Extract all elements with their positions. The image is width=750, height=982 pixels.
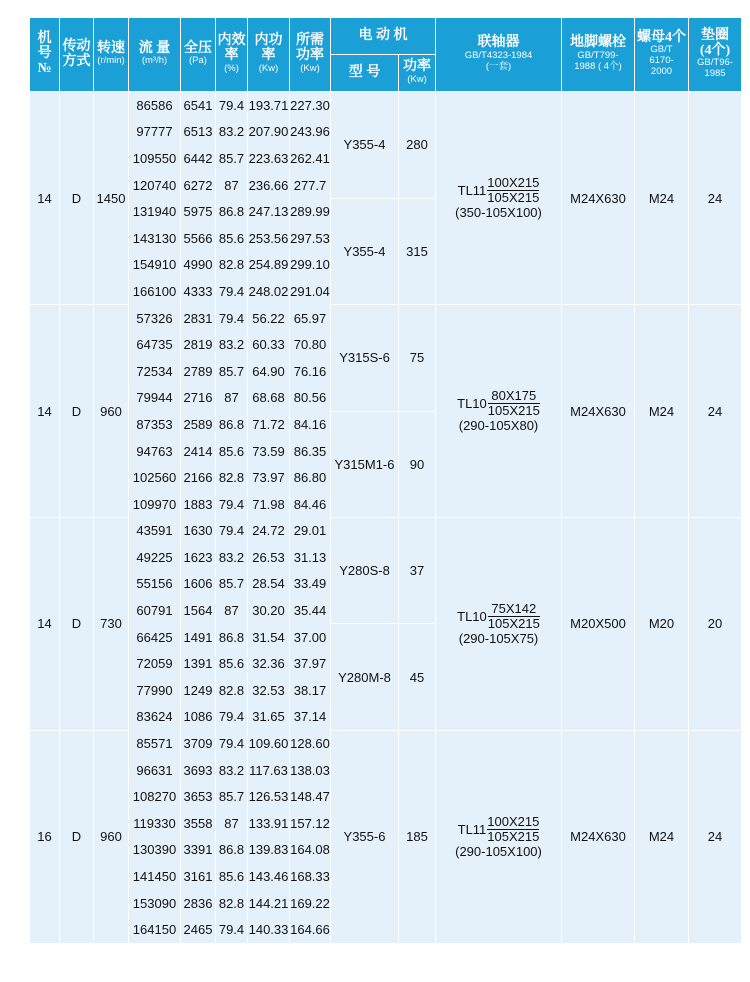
- pressure-cell: 1391: [181, 650, 216, 677]
- flow-cell: 64735: [129, 331, 181, 358]
- pressure-cell: 2716: [181, 385, 216, 412]
- flow-cell: 108270: [129, 783, 181, 810]
- washer-cell: 24: [689, 92, 742, 305]
- fan-number-cell: 14: [30, 92, 60, 305]
- required-power-cell: 86.80: [290, 464, 331, 491]
- col-header-efficiency: 内效率 (%): [216, 18, 248, 92]
- required-power-cell: 243.96: [290, 119, 331, 146]
- fan-spec-table-body: [30, 92, 742, 944]
- internal-power-cell: 236.66: [248, 172, 290, 199]
- required-power-cell: 299.10: [290, 252, 331, 279]
- drive-type-cell: D: [60, 730, 94, 943]
- internal-power-cell: 143.46: [248, 863, 290, 890]
- required-power-cell: 297.53: [290, 225, 331, 252]
- flow-cell: 166100: [129, 278, 181, 305]
- coupling-cell: [436, 518, 562, 731]
- flow-cell: 143130: [129, 225, 181, 252]
- pressure-cell: 1623: [181, 544, 216, 571]
- internal-power-cell: 193.71: [248, 92, 290, 119]
- internal-power-cell: 73.97: [248, 464, 290, 491]
- flow-cell: 119330: [129, 810, 181, 837]
- nut-cell: M20: [635, 518, 689, 731]
- speed-cell: 730: [94, 518, 129, 731]
- speed-cell: 960: [94, 305, 129, 518]
- flow-cell: 153090: [129, 890, 181, 917]
- flow-cell: 66425: [129, 624, 181, 651]
- motor-power-cell: 37: [399, 518, 436, 624]
- efficiency-cell: 85.6: [216, 863, 248, 890]
- pressure-cell: 2465: [181, 916, 216, 943]
- anchor-bolt-cell: M24X630: [562, 730, 635, 943]
- coupling-spec: [436, 815, 561, 859]
- required-power-cell: 38.17: [290, 677, 331, 704]
- efficiency-cell: 79.4: [216, 730, 248, 757]
- anchor-bolt-cell: M20X500: [562, 518, 635, 731]
- coupling-cell: [436, 305, 562, 518]
- internal-power-cell: 223.63: [248, 145, 290, 172]
- internal-power-cell: 139.83: [248, 837, 290, 864]
- table-row: [30, 730, 742, 757]
- fan-number-cell: 16: [30, 730, 60, 943]
- flow-cell: 96631: [129, 757, 181, 784]
- internal-power-cell: 140.33: [248, 916, 290, 943]
- coupling-numerator: 75X142: [488, 602, 540, 617]
- nut-cell: M24: [635, 92, 689, 305]
- fan-number-cell: 14: [30, 305, 60, 518]
- pressure-cell: 1630: [181, 518, 216, 545]
- efficiency-cell: 86.8: [216, 198, 248, 225]
- col-header-washer: 垫圈 (4个) GB/T96- 1985: [689, 18, 742, 92]
- drive-type-cell: D: [60, 305, 94, 518]
- required-power-cell: 164.08: [290, 837, 331, 864]
- col-header-pressure: 全压 (Pa): [181, 18, 216, 92]
- required-power-cell: 289.99: [290, 198, 331, 225]
- coupling-cell: [436, 730, 562, 943]
- coupling-spec: [436, 602, 561, 646]
- pressure-cell: 2819: [181, 331, 216, 358]
- pressure-cell: 6541: [181, 92, 216, 119]
- flow-cell: 164150: [129, 916, 181, 943]
- flow-cell: 109550: [129, 145, 181, 172]
- required-power-cell: 157.12: [290, 810, 331, 837]
- internal-power-cell: 254.89: [248, 252, 290, 279]
- coupling-note: (290-105X80): [458, 418, 539, 434]
- flow-cell: 94763: [129, 438, 181, 465]
- efficiency-cell: 85.7: [216, 145, 248, 172]
- efficiency-cell: 86.8: [216, 624, 248, 651]
- coupling-numerator: 80X175: [488, 389, 540, 404]
- pressure-cell: 2166: [181, 464, 216, 491]
- speed-cell: 1450: [94, 92, 129, 305]
- efficiency-cell: 87: [216, 810, 248, 837]
- internal-power-cell: 71.72: [248, 411, 290, 438]
- flow-cell: 97777: [129, 119, 181, 146]
- pressure-cell: 1086: [181, 704, 216, 731]
- drive-type-cell: D: [60, 518, 94, 731]
- pressure-cell: 4990: [181, 252, 216, 279]
- flow-cell: 79944: [129, 385, 181, 412]
- coupling-fraction-stack: [488, 389, 540, 418]
- flow-cell: 102560: [129, 464, 181, 491]
- coupling-prefix: TL11: [457, 821, 487, 837]
- coupling-fraction-stack: [487, 176, 539, 205]
- internal-power-cell: 253.56: [248, 225, 290, 252]
- efficiency-cell: 79.4: [216, 278, 248, 305]
- required-power-cell: 128.60: [290, 730, 331, 757]
- required-power-cell: 65.97: [290, 305, 331, 332]
- speed-cell: 960: [94, 730, 129, 943]
- flow-cell: 87353: [129, 411, 181, 438]
- efficiency-cell: 87: [216, 597, 248, 624]
- coupling-numerator: 100X215: [487, 813, 540, 829]
- required-power-cell: 168.33: [290, 863, 331, 890]
- efficiency-cell: 83.2: [216, 331, 248, 358]
- pressure-cell: 3709: [181, 730, 216, 757]
- efficiency-cell: 86.8: [216, 837, 248, 864]
- efficiency-cell: 85.7: [216, 571, 248, 598]
- required-power-cell: 80.56: [290, 385, 331, 412]
- internal-power-cell: 30.20: [248, 597, 290, 624]
- internal-power-cell: 133.91: [248, 810, 290, 837]
- efficiency-cell: 85.7: [216, 358, 248, 385]
- efficiency-cell: 82.8: [216, 677, 248, 704]
- coupling-spec: [436, 176, 561, 220]
- coupling-fraction: [458, 176, 540, 205]
- required-power-cell: 291.04: [290, 278, 331, 305]
- motor-power-cell: 75: [399, 305, 436, 411]
- coupling-denominator: 105X215: [487, 615, 540, 631]
- pressure-cell: 5566: [181, 225, 216, 252]
- col-header-nut: 螺母4个 GB/T 6170- 2000: [635, 18, 689, 92]
- efficiency-cell: 85.7: [216, 783, 248, 810]
- flow-cell: 72534: [129, 358, 181, 385]
- flow-cell: 55156: [129, 571, 181, 598]
- coupling-fraction: [457, 602, 540, 631]
- nut-cell: M24: [635, 305, 689, 518]
- motor-model-cell: Y280M-8: [331, 624, 399, 730]
- coupling-denominator: 105X215: [487, 403, 540, 419]
- pressure-cell: 6272: [181, 172, 216, 199]
- col-header-anchor-bolt: 地脚螺栓 GB/T799- 1988 ( 4个): [562, 18, 635, 92]
- pressure-cell: 6513: [181, 119, 216, 146]
- col-header-motor: 电 动 机: [331, 18, 436, 55]
- efficiency-cell: 79.4: [216, 916, 248, 943]
- pressure-cell: 3391: [181, 837, 216, 864]
- efficiency-cell: 87: [216, 385, 248, 412]
- motor-power-cell: 280: [399, 92, 436, 199]
- coupling-spec: [436, 389, 561, 433]
- required-power-cell: 76.16: [290, 358, 331, 385]
- internal-power-cell: 117.63: [248, 757, 290, 784]
- pressure-cell: 3161: [181, 863, 216, 890]
- coupling-denominator: 105X215: [487, 828, 540, 844]
- pressure-cell: 3558: [181, 810, 216, 837]
- flow-cell: 77990: [129, 677, 181, 704]
- fan-spec-table: [29, 17, 742, 944]
- required-power-cell: 169.22: [290, 890, 331, 917]
- internal-power-cell: 32.36: [248, 650, 290, 677]
- efficiency-cell: 82.8: [216, 890, 248, 917]
- fan-number-cell: 14: [30, 518, 60, 731]
- efficiency-cell: 85.6: [216, 225, 248, 252]
- pressure-cell: 1491: [181, 624, 216, 651]
- required-power-cell: 70.80: [290, 331, 331, 358]
- motor-power-cell: 315: [399, 198, 436, 304]
- coupling-numerator: 100X215: [487, 175, 540, 191]
- pressure-cell: 2836: [181, 890, 216, 917]
- required-power-cell: 31.13: [290, 544, 331, 571]
- required-power-cell: 277.7: [290, 172, 331, 199]
- flow-cell: 83624: [129, 704, 181, 731]
- efficiency-cell: 86.8: [216, 411, 248, 438]
- internal-power-cell: 24.72: [248, 518, 290, 545]
- efficiency-cell: 83.2: [216, 119, 248, 146]
- col-header-drive: 传动方式: [60, 18, 94, 92]
- pressure-cell: 1883: [181, 491, 216, 518]
- col-header-no: 机 号 №: [30, 18, 60, 92]
- internal-power-cell: 31.54: [248, 624, 290, 651]
- coupling-prefix: TL10: [457, 608, 487, 624]
- col-header-flow: 流 量 (m³/h): [129, 18, 181, 92]
- pressure-cell: 1606: [181, 571, 216, 598]
- internal-power-cell: 31.65: [248, 704, 290, 731]
- efficiency-cell: 79.4: [216, 518, 248, 545]
- internal-power-cell: 56.22: [248, 305, 290, 332]
- required-power-cell: 37.97: [290, 650, 331, 677]
- fan-spec-table-container: [29, 17, 741, 944]
- flow-cell: 86586: [129, 92, 181, 119]
- pressure-cell: 2831: [181, 305, 216, 332]
- flow-cell: 43591: [129, 518, 181, 545]
- efficiency-cell: 82.8: [216, 464, 248, 491]
- efficiency-cell: 79.4: [216, 305, 248, 332]
- coupling-note: (290-105X75): [458, 630, 539, 646]
- required-power-cell: 262.41: [290, 145, 331, 172]
- coupling-fraction: [458, 815, 540, 844]
- motor-model-cell: Y355-4: [331, 198, 399, 304]
- coupling-cell: [436, 92, 562, 305]
- motor-model-cell: Y355-6: [331, 730, 399, 943]
- nut-cell: M24: [635, 730, 689, 943]
- coupling-note: (350-105X100): [455, 205, 542, 221]
- washer-cell: 20: [689, 518, 742, 731]
- required-power-cell: 29.01: [290, 518, 331, 545]
- pressure-cell: 2414: [181, 438, 216, 465]
- table-row: [30, 518, 742, 545]
- efficiency-cell: 87: [216, 172, 248, 199]
- internal-power-cell: 60.33: [248, 331, 290, 358]
- internal-power-cell: 28.54: [248, 571, 290, 598]
- internal-power-cell: 32.53: [248, 677, 290, 704]
- internal-power-cell: 248.02: [248, 278, 290, 305]
- pressure-cell: 3653: [181, 783, 216, 810]
- required-power-cell: 148.47: [290, 783, 331, 810]
- internal-power-cell: 144.21: [248, 890, 290, 917]
- required-power-cell: 84.16: [290, 411, 331, 438]
- internal-power-cell: 207.90: [248, 119, 290, 146]
- pressure-cell: 2789: [181, 358, 216, 385]
- efficiency-cell: 82.8: [216, 252, 248, 279]
- flow-cell: 131940: [129, 198, 181, 225]
- pressure-cell: 6442: [181, 145, 216, 172]
- flow-cell: 60791: [129, 597, 181, 624]
- washer-cell: 24: [689, 730, 742, 943]
- motor-power-cell: 90: [399, 411, 436, 517]
- col-header-motor-power: 功率 (Kw): [399, 55, 436, 92]
- efficiency-cell: 85.6: [216, 650, 248, 677]
- efficiency-cell: 85.6: [216, 438, 248, 465]
- pressure-cell: 1249: [181, 677, 216, 704]
- internal-power-cell: 68.68: [248, 385, 290, 412]
- coupling-prefix: TL11: [457, 183, 487, 199]
- flow-cell: 141450: [129, 863, 181, 890]
- efficiency-cell: 83.2: [216, 544, 248, 571]
- pressure-cell: 3693: [181, 757, 216, 784]
- motor-model-cell: Y315S-6: [331, 305, 399, 411]
- flow-cell: 85571: [129, 730, 181, 757]
- internal-power-cell: 71.98: [248, 491, 290, 518]
- drive-type-cell: D: [60, 92, 94, 305]
- required-power-cell: 138.03: [290, 757, 331, 784]
- col-header-speed: 转速 (r/min): [94, 18, 129, 92]
- coupling-fraction: [457, 389, 540, 418]
- motor-power-cell: 45: [399, 624, 436, 730]
- anchor-bolt-cell: M24X630: [562, 305, 635, 518]
- pressure-cell: 2589: [181, 411, 216, 438]
- internal-power-cell: 26.53: [248, 544, 290, 571]
- motor-power-cell: 185: [399, 730, 436, 943]
- coupling-fraction-stack: [487, 815, 539, 844]
- pressure-cell: 1564: [181, 597, 216, 624]
- table-row: [30, 305, 742, 332]
- required-power-cell: 164.66: [290, 916, 331, 943]
- anchor-bolt-cell: M24X630: [562, 92, 635, 305]
- internal-power-cell: 247.13: [248, 198, 290, 225]
- required-power-cell: 227.30: [290, 92, 331, 119]
- pressure-cell: 5975: [181, 198, 216, 225]
- col-header-coupling: 联轴器 GB/T4323-1984 (一套): [436, 18, 562, 92]
- internal-power-cell: 64.90: [248, 358, 290, 385]
- internal-power-cell: 73.59: [248, 438, 290, 465]
- washer-cell: 24: [689, 305, 742, 518]
- flow-cell: 49225: [129, 544, 181, 571]
- required-power-cell: 37.00: [290, 624, 331, 651]
- required-power-cell: 86.35: [290, 438, 331, 465]
- required-power-cell: 33.49: [290, 571, 331, 598]
- motor-model-cell: Y280S-8: [331, 518, 399, 624]
- internal-power-cell: 109.60: [248, 730, 290, 757]
- table-row: [30, 92, 742, 119]
- coupling-denominator: 105X215: [487, 190, 540, 206]
- flow-cell: 57326: [129, 305, 181, 332]
- col-header-required-power: 所需功率 (Kw): [290, 18, 331, 92]
- flow-cell: 154910: [129, 252, 181, 279]
- flow-cell: 109970: [129, 491, 181, 518]
- internal-power-cell: 126.53: [248, 783, 290, 810]
- flow-cell: 120740: [129, 172, 181, 199]
- coupling-fraction-stack: [488, 602, 540, 631]
- flow-cell: 130390: [129, 837, 181, 864]
- efficiency-cell: 79.4: [216, 704, 248, 731]
- pressure-cell: 4333: [181, 278, 216, 305]
- required-power-cell: 37.14: [290, 704, 331, 731]
- efficiency-cell: 79.4: [216, 491, 248, 518]
- coupling-prefix: TL10: [457, 396, 487, 412]
- col-header-internal-power: 内功率 (Kw): [248, 18, 290, 92]
- required-power-cell: 84.46: [290, 491, 331, 518]
- efficiency-cell: 79.4: [216, 92, 248, 119]
- required-power-cell: 35.44: [290, 597, 331, 624]
- motor-model-cell: Y315M1-6: [331, 411, 399, 517]
- motor-model-cell: Y355-4: [331, 92, 399, 199]
- coupling-note: (290-105X100): [455, 843, 542, 859]
- col-header-motor-model: 型 号: [331, 55, 399, 92]
- efficiency-cell: 83.2: [216, 757, 248, 784]
- flow-cell: 72059: [129, 650, 181, 677]
